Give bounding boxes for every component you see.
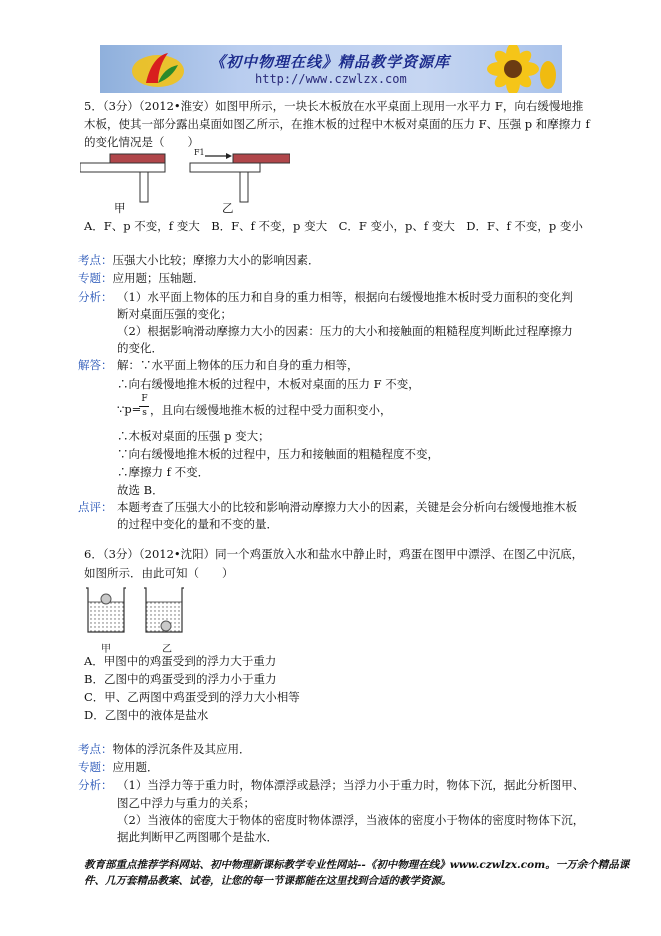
q5-fig-label-a: 甲 [114,201,126,215]
q6-fig-label-a: 甲 [101,644,111,655]
board-a [110,154,165,163]
banner-title: 《初中物理在线》精品教学资源库 [210,53,451,71]
q5-jieda-label: 解答： [78,358,113,372]
q5-dianping-line: 本题考查了压强大小的比较和影响滑动摩擦力大小的因素，关键是会分析向右缓慢地推木板 [117,500,577,514]
q6-option: C．甲、乙两图中鸡蛋受到的浮力大小相等 [84,690,300,704]
sunflower-icon [468,45,558,93]
q6-stem-line1: 6．（3分）（2012•沈阳）同一个鸡蛋放入水和盐水中静止时，鸡蛋在图甲中漂浮、在图乙中沉底， [84,547,584,561]
q6-option: B．乙图中的鸡蛋受到的浮力小于重力 [84,672,277,686]
q5-stem-line2: 木板，使其一部分露出桌面如图乙所示，在推木板的过程中木板对桌面的压力 F、压强 p 和摩擦力 f [84,117,590,131]
q5-figure [80,145,290,217]
q5-stem-line1: 5．（3分）（2012•淮安）如图甲所示，一块长木板放在水平桌面上现用一水平力 F，向右缓慢地推 [84,99,584,113]
liquid-a [88,602,124,632]
table-leg-b [240,172,248,202]
q5-zhuanti: 应用题；压轴题． [112,271,205,285]
q6-stem-line2: 如图所示．由此可知（ ） [84,566,234,580]
footer-line2: 件、几万套精品教案、试卷，让您的每一节课都能在这里找到合适的教学资源。 [84,875,452,887]
footer-line1: 教育部重点推荐学科网站、初中物理新课标教学专业性网站--《初中物理在线》www.czwlzx.com。一万余个精品课 [84,859,630,871]
q5-jieda-line: ∵向右缓慢地推木板的过程中，压力和接触面的粗糙程度不变， [117,447,439,461]
q6-fenxi-line: 图乙中浮力与重力的关系； [117,796,255,810]
q5-jieda-line: 故选 B． [117,483,164,497]
force-arrowhead [226,153,232,159]
header-banner [100,45,562,93]
q5-fig-label-b: 乙 [222,201,234,215]
q5-fenxi-line: （1）水平面上物体的压力和自身的重力相等，根据向右缓慢地推木板时受力面积的变化判 [117,290,573,304]
q6-fenxi-line: （2）当液体的密度大于物体的密度时物体漂浮，当液体的密度小于物体的密度时物体下沉， [117,813,585,827]
q5-formula-bar [139,406,149,407]
q5-jieda-line: 解：∵水平面上物体的压力和自身的重力相等， [117,358,359,372]
q5-fenxi-line: （2）根据影响滑动摩擦力大小的因素：压力的大小和接触面的粗糙程度判断此过程摩擦力 [117,324,573,338]
table-top-a [80,163,165,172]
q6-fenxi-line: （1）当浮力等于重力时，物体漂浮或悬浮；当浮力小于重力时，物体下沉，据此分析图甲、 [117,778,585,792]
table-top-b [190,163,260,172]
q6-kaodian: 物体的浮沉条件及其应用． [112,742,251,756]
q6-figure [82,582,192,640]
q5-dianping-label: 点评： [78,500,113,514]
q5-jieda-line: ∴摩擦力 f 不变． [117,465,210,479]
q5-stem-line3: 的变化情况是（ ） [84,135,199,149]
q5-kaodian: 压强大小比较；摩擦力大小的影响因素． [112,253,320,267]
q5-fenxi-line: 的变化． [117,341,163,355]
q6-zhuanti: 应用题． [112,760,159,774]
q6-zhuanti-label: 专题： [78,760,113,774]
egg-b [161,621,171,631]
q5-kaodian-label: 考点： [78,253,113,267]
q5-formula-num: F [141,394,148,404]
q5-fenxi-label: 分析： [78,290,113,304]
q6-kaodian-label: 考点： [78,742,113,756]
q6-fenxi-label: 分析： [78,778,113,792]
q5-zhuanti-label: 专题： [78,271,113,285]
table-leg-a [140,172,148,202]
q5-dianping-line: 的过程中变化的量和不变的量． [117,517,278,531]
q5-options: A．F、p 不变，f 变大 B．F、f 不变，p 变大 C．F 变小，p、f 变大 D．F、f 不变，p 变小 [84,219,583,233]
q5-jieda-line: ∴木板对桌面的压强 p 变大； [117,429,270,443]
q5-jieda-line: ∴向右缓慢地推木板的过程中，木板对桌面的压力 F 不变， [117,377,420,391]
q5-jieda-line: ，且向右缓慢地推木板的过程中受力面积变小， [150,403,392,417]
site-logo-icon [128,47,188,91]
banner-url[interactable]: http://www.czwlzx.com [255,72,407,86]
q6-option: A．甲图中的鸡蛋受到的浮力大于重力 [84,654,277,668]
q5-formula-den: s [142,408,147,418]
board-b [233,154,290,163]
q6-fenxi-line: 据此判断甲乙两图哪个是盐水． [117,830,278,844]
q6-option: D．乙图中的液体是盐水 [84,708,209,722]
q5-fenxi-line: 断对桌面压强的变化； [117,307,232,321]
egg-a [101,594,111,604]
q5-formula-lhs: ∵p= [117,402,142,416]
force-label: F1 [194,148,205,157]
q6-fig-label-b: 乙 [162,644,172,655]
